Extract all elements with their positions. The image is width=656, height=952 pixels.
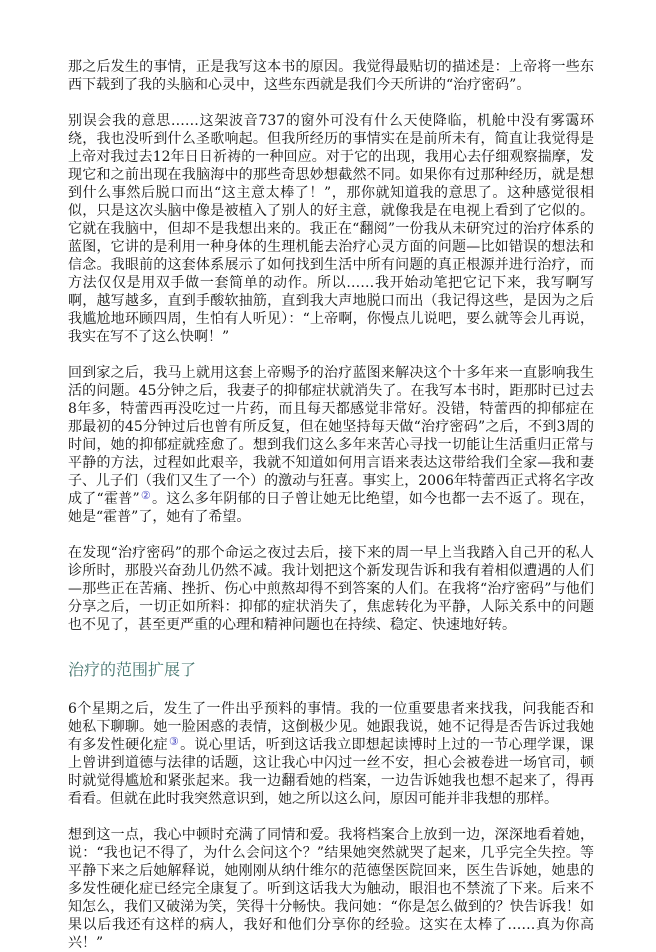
paragraph-text: 。说心里话，听到这话我立即想起读博时上过的一节心理学课，课上曾讲到道德与法律的话题，这让我心中闪过一丝不安，担心会被卷进一场官司，顿时就觉得尴尬和紧张起来。我一边翻看她的档案，一边告诉她我也想不起来了，得再看看。但就在此时我突然意识到，她之所以这么问，原因可能并非我想的那样。: [68, 737, 594, 807]
section-heading: 治疗的范围扩展了: [68, 660, 197, 679]
footnote-marker-link[interactable]: ③: [168, 735, 180, 748]
footnote-marker-link[interactable]: ②: [140, 489, 152, 502]
paragraph-text: 6个星期之后，发生了一件出乎预料的事情。我的一位重要患者来找我，问我能否和她私下聊聊。她一脸困惑的表情，这倒极少见。她跟我说，她不记得是否告诉过我她有多发性硬化症: [68, 701, 594, 753]
paragraph-text: 。这么多年阴郁的日子曾让她无比绝望，如今也都一去不返了。现在，她是“霍普”了，她有了希望。: [68, 491, 594, 525]
body-paragraph: 想到这一点，我心中顿时充满了同情和爱。我将档案合上放到一边，深深地看着她，说：“我也记不得了，为什么会问这个？”结果她突然就哭了起来，几乎完全失控。等平静下来之后她解释说，她刚刚从纳什维尔的范德堡医院回来，医生告诉她，她患的多发性硬化症已经完全康复了。听到这话我大为触动，眼泪也不禁流了下来。后来不知怎么，我们又破涕为笑，笑得十分畅快。我问她：“你是怎么做到的？快告诉我！如果以后我还有这样的病人，我好和他们分享你的经验。这实在太棒了……真为你高兴！”: [68, 827, 594, 951]
body-paragraph: [68, 364, 594, 526]
body-paragraph: [68, 700, 594, 808]
body-paragraph: 那之后发生的事情，正是我写这本书的原因。我觉得最贴切的描述是：上帝将一些东西下载到了我的头脑和心灵中，这些东西就是我们今天所讲的“治疗密码”。: [68, 59, 594, 93]
body-paragraph: 别误会我的意思……这架波音737的窗外可没有什么天使降临，机舱中没有雾霭环绕，我也没听到什么圣歌响起。但我所经历的事情实在是前所未有，简直让我觉得是上帝对我过去12年日日祈祷的一种回应。对于它的出现，我用心去仔细观察揣摩，发现它和之前出现在我脑海中的那些奇思妙想截然不同。如果你有过那种经历，就是想到什么事然后脱口而出“这主意太棒了！”，那你就知道我的意思了。这种感觉很相似，只是这次头脑中像是被植入了别人的好主意，就像我是在电视上看到了它似的。它就在我脑中，但却不是我想出来的。我正在“翻阅”一份我从未研究过的治疗体系的蓝图，它讲的是利用一种身体的生理机能去治疗心灵方面的问题—比如错误的想法和信念。我眼前的这套体系展示了如何找到生活中所有问题的真正根源并进行治疗，而方法仅仅是用双手做一套简单的动作。所以……我开始动笔把它记下来，我写啊写啊，越写越多，直到手酸软抽筋，直到我大声地脱口而出（我记得这些，是因为之后我尴尬地环顾四周，生怕有人听见）：“上帝啊，你慢点儿说吧，要么就等会儿再说，我实在写不了这么快啊！”: [68, 113, 594, 345]
paragraph-text: 回到家之后，我马上就用这套上帝赐予的治疗蓝图来解决这个十多年来一直影响我生活的问题。45分钟之后，我妻子的抑郁症状就消失了。在我写本书时，距那时已过去8年多，特蕾西再没吃过一片药，而且每天都感觉非常好。没错，特蕾西的抑郁症在那最初的45分钟过后也曾有所反复，但在她坚持每天做“治疗密码”之后，不到3周的时间，她的抑郁症就痊愈了。想到我们这么多年来苦心寻找一切能让生活重归正常与平静的方法，过程如此艰辛，我就不知道如何用言语来表达这带给我们全家—我和妻子、儿子们（我们又生了一个）的激动与狂喜。事实上，2006年特蕾西正式将名字改成了“霍普”: [68, 365, 594, 507]
body-paragraph: 在发现“治疗密码”的那个命运之夜过去后，接下来的周一早上当我踏入自己开的私人诊所时，那股兴奋劲儿仍然不减。我计划把这个新发现告诉和我有着相似遭遇的人们—那些正在苦痛、挫折、伤心中煎熬却得不到答案的人们。在我将“治疗密码”与他们分享之后，一切正如所料：抑郁的症状消失了，焦虑转化为平静，人际关系中的问题也不见了，甚至更严重的心理和精神问题也在持续、稳定、快速地好转。: [68, 545, 594, 633]
